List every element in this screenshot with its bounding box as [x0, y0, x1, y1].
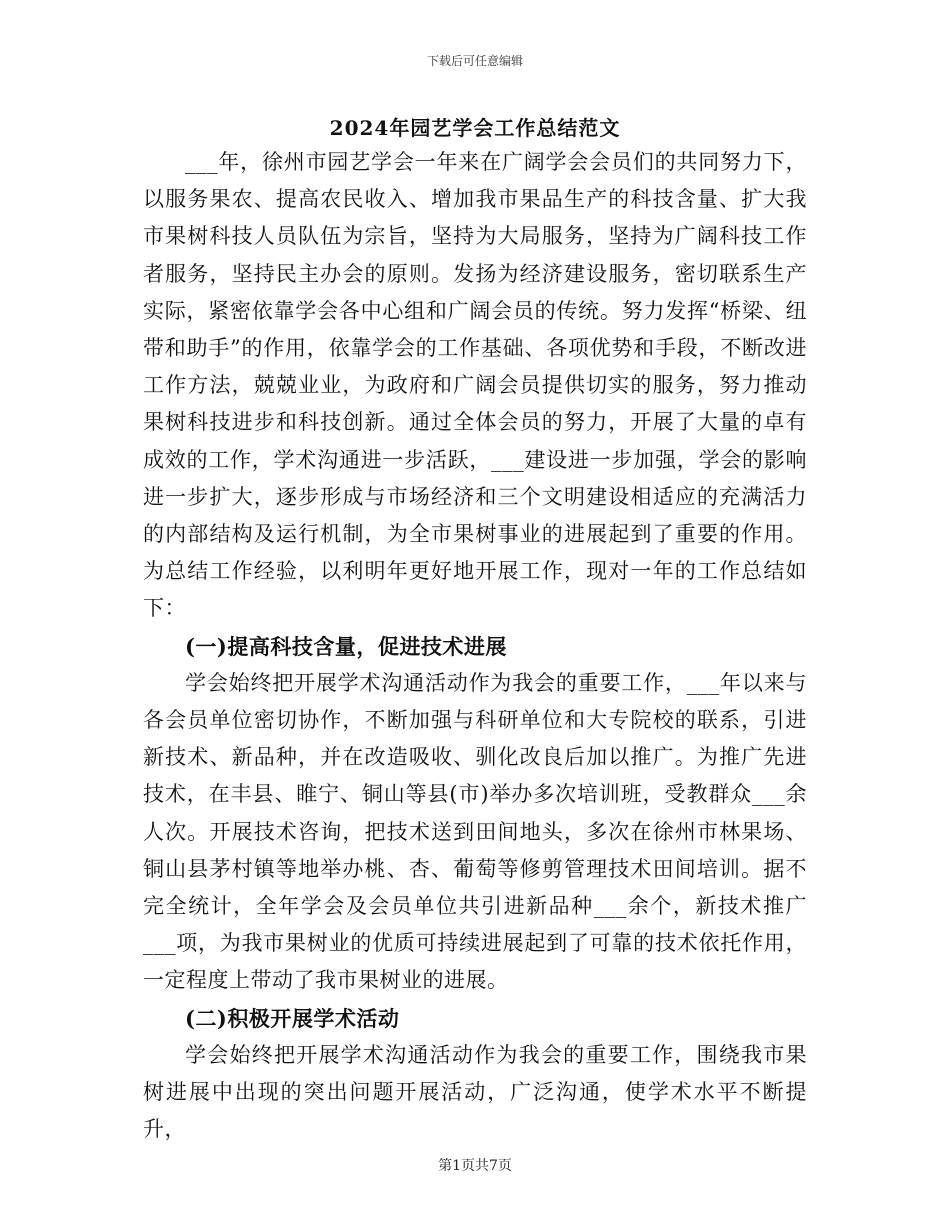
document-body	[143, 144, 807, 1148]
section-heading-1: (一)提高科技含量，促进技术进展	[185, 633, 507, 659]
section-heading-2: (二)积极开展学术活动	[185, 1005, 400, 1031]
page-number: 第1页共7页	[438, 1158, 512, 1174]
paragraph-section-1: 学会始终把开展学术沟通活动作为我会的重要工作，___年以来与各会员单位密切协作，不断加强与科研单位和大专院校的联系，引进新技术、新品种，并在改造吸收、驯化改良后加以推广。为推广先进技术，在丰县、睢宁、铜山等县(市)举办多次培训班，受教群众___余人次。开展技术咨询，把技术送到田间地头，多次在徐州市林果场、铜山县茅村镇等地举办桃、杏、葡萄等修剪管理技术田间培训。据不完全统计，全年学会及会员单位共引进新品种___余个，新技术推广___项，为我市果树业的优质可持续进展起到了可靠的技术依托作用，一定程度上带动了我市果树业的进展。	[143, 670, 807, 993]
paragraph-section-2: 学会始终把开展学术沟通活动作为我会的重要工作，围绕我市果树进展中出现的突出问题开展活动，广泛沟通，使学术水平不断提升，	[143, 1042, 807, 1142]
paragraph-intro: ___年，徐州市园艺学会一年来在广阔学会会员们的共同努力下，以服务果农、提高农民收入、增加我市果品生产的科技含量、扩大我市果树科技人员队伍为宗旨，坚持为大局服务，坚持为广阔科技工作者服务，坚持民主办会的原则。发扬为经济建设服务，密切联系生产实际，紧密依靠学会各中心组和广阔会员的传统。努力发挥“桥梁、纽带和助手”的作用，依靠学会的工作基础、各项优势和手段，不断改进工作方法，兢兢业业，为政府和广阔会员提供切实的服务，努力推动果树科技进步和科技创新。通过全体会员的努力，开展了大量的卓有成效的工作，学术沟通进一步活跃，___建设进一步加强，学会的影响进一步扩大，逐步形成与市场经济和三个文明建设相适应的充满活力的内部结构及运行机制，为全市果树事业的进展起到了重要的作用。为总结工作经验，以利明年更好地开展工作，现对一年的工作总结如下：	[143, 150, 807, 621]
document-title: 2024年园艺学会工作总结范文	[329, 116, 621, 140]
header-note: 下载后可任意编辑	[426, 54, 523, 68]
